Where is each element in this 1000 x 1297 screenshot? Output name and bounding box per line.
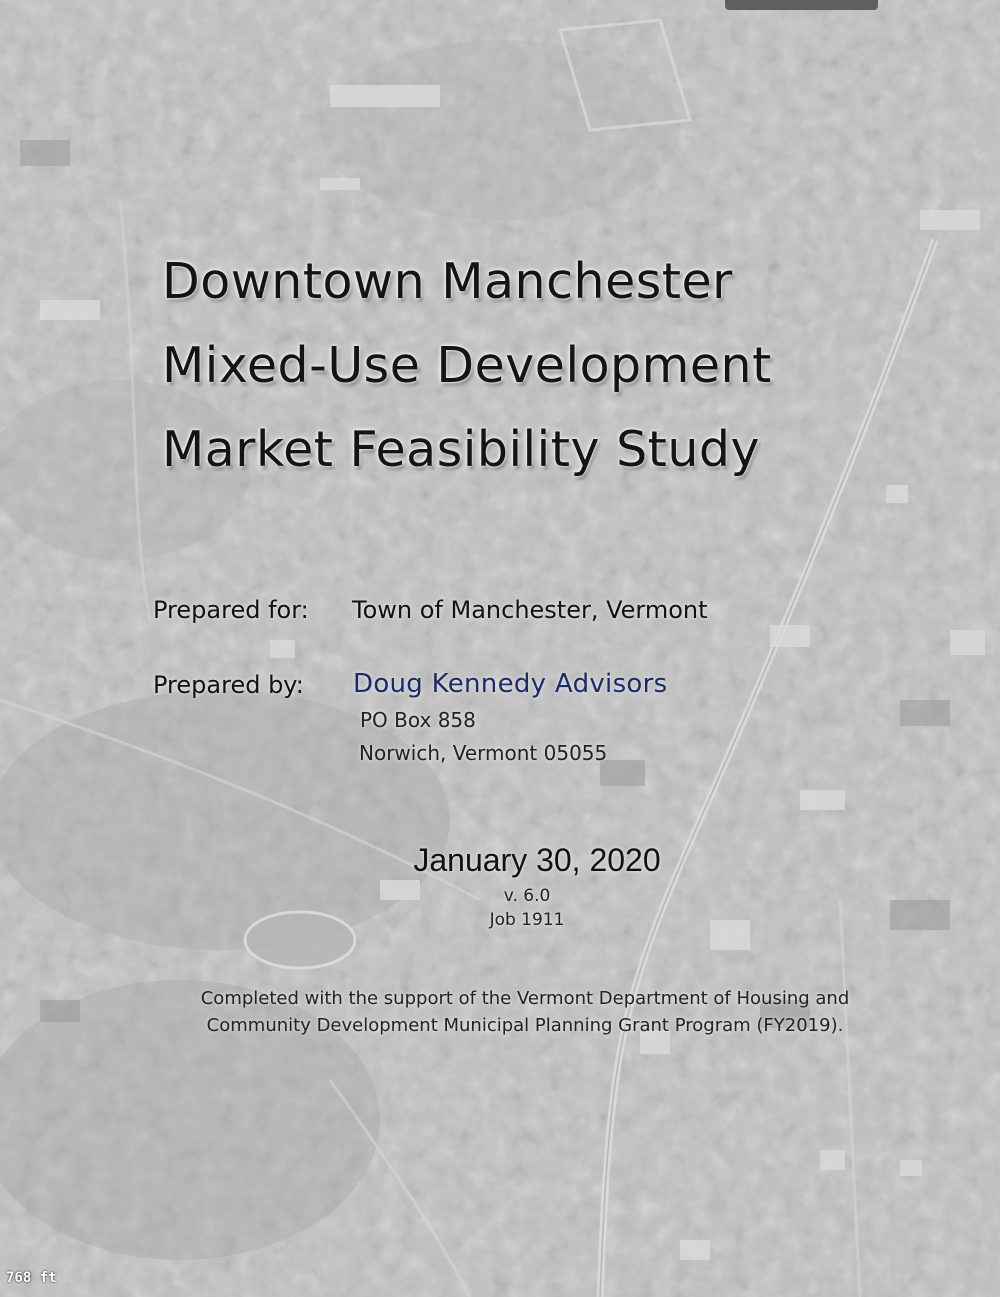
acknowledgement-line-1: Completed with the support of the Vermont Department of Housing and (200, 988, 850, 1009)
prepared-by-label: Prepared by: (153, 671, 304, 699)
funding-acknowledgement (180, 985, 870, 1039)
top-edge-tab (725, 0, 878, 10)
report-title (162, 240, 922, 492)
address-line-1: PO Box 858 (360, 708, 476, 732)
title-line-3: Market Feasibility Study (162, 421, 761, 478)
organization-name: Doug Kennedy Advisors (353, 669, 668, 699)
report-date: January 30, 2020 (413, 842, 661, 878)
prepared-for-label: Prepared for: (153, 596, 309, 624)
address-line-2: Norwich, Vermont 05055 (359, 741, 608, 765)
job-number: Job 1911 (489, 910, 565, 930)
title-line-1: Downtown Manchester (162, 253, 733, 310)
title-line-2: Mixed-Use Development (162, 337, 772, 394)
acknowledgement-line-2: Community Development Municipal Planning Grant Program (FY2019). (206, 1015, 844, 1036)
map-scale-label: 768 ft (6, 1270, 57, 1286)
prepared-for-value: Town of Manchester, Vermont (352, 596, 708, 624)
version-number: v. 6.0 (503, 886, 551, 906)
